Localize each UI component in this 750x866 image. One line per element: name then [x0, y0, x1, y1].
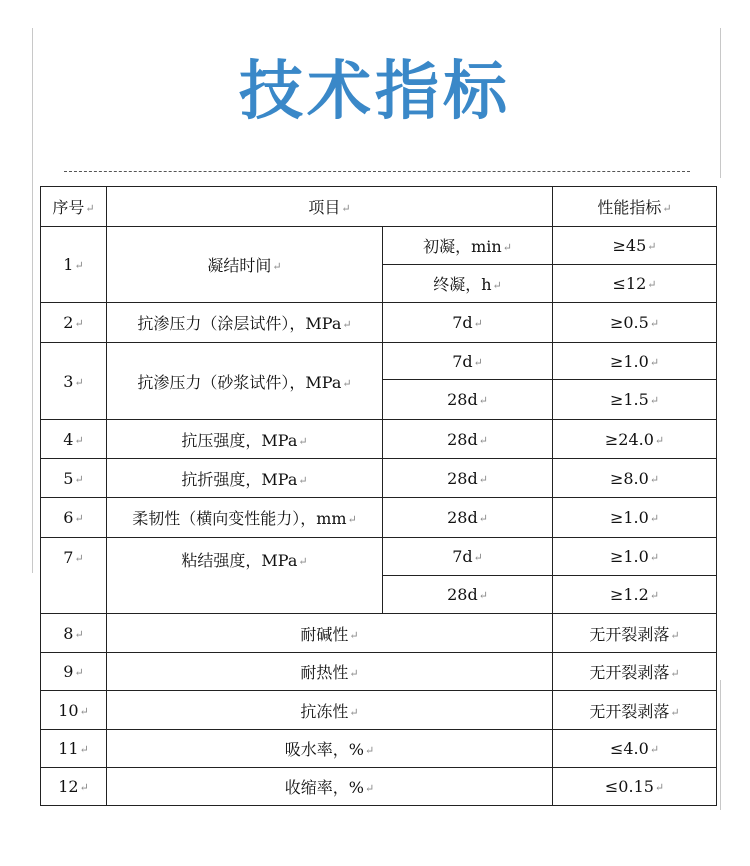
row-item: 柔韧性（横向变性能力），mm↵: [107, 498, 383, 538]
row-value: 无开裂剥落↵: [553, 691, 717, 730]
row-condition: 28d↵: [383, 576, 553, 614]
row-number: 12↵: [41, 768, 107, 806]
row-number: 3↵: [41, 343, 107, 420]
table-row: [41, 768, 717, 806]
row-value: ≥45↵: [553, 227, 717, 265]
row-item: 耐热性↵: [107, 653, 553, 691]
row-condition: 28d↵: [383, 498, 553, 538]
row-number: 6↵: [41, 498, 107, 538]
row-value: ≥1.0↵: [553, 538, 717, 576]
table-row: [41, 691, 717, 730]
row-item: 抗压强度，MPa↵: [107, 420, 383, 459]
row-item: 收缩率，%↵: [107, 768, 553, 806]
row-condition: 初凝，min↵: [383, 227, 553, 265]
row-number: 4↵: [41, 420, 107, 459]
header-cell-item: 项目↵: [107, 187, 553, 227]
row-condition: 终凝，h↵: [383, 265, 553, 303]
row-number: 10↵: [41, 691, 107, 730]
header-cell-value: 性能指标↵: [553, 187, 717, 227]
row-number: 2↵: [41, 303, 107, 343]
row-value: ≥24.0↵: [553, 420, 717, 459]
table-row: [41, 459, 717, 498]
row-number: 1↵: [41, 227, 107, 303]
row-value: ≥1.5↵: [553, 380, 717, 420]
spec-table: [40, 186, 717, 806]
row-condition: 28d↵: [383, 420, 553, 459]
table-header-row: [41, 187, 717, 227]
row-value: 无开裂剥落↵: [553, 653, 717, 691]
row-item: 粘结强度，MPa↵: [107, 538, 383, 614]
row-item: 抗渗压力（涂层试件），MPa↵: [107, 303, 383, 343]
row-item: 吸水率，%↵: [107, 730, 553, 768]
row-value: ≥1.0↵: [553, 343, 717, 380]
table-row: [41, 538, 717, 576]
row-condition: 7d↵: [383, 303, 553, 343]
row-value: ≥1.2↵: [553, 576, 717, 614]
row-condition: 7d↵: [383, 538, 553, 576]
header-cell-no: 序号↵: [41, 187, 107, 227]
table-row: [41, 498, 717, 538]
page-title: 技术指标: [239, 55, 511, 129]
table-row: [41, 614, 717, 653]
row-value: ≤4.0↵: [553, 730, 717, 768]
row-item: 耐碱性↵: [107, 614, 553, 653]
row-number: 5↵: [41, 459, 107, 498]
dashed-divider: [64, 171, 690, 172]
table-row: [41, 227, 717, 265]
page-margin-line: [720, 28, 721, 178]
row-item: 抗折强度，MPa↵: [107, 459, 383, 498]
row-condition: 28d↵: [383, 380, 553, 420]
row-value: 无开裂剥落↵: [553, 614, 717, 653]
table-row: [41, 343, 717, 380]
row-value: ≤0.15↵: [553, 768, 717, 806]
row-item: 抗冻性↵: [107, 691, 553, 730]
row-number: 9↵: [41, 653, 107, 691]
page-margin-line: [32, 28, 33, 573]
table-row: [41, 653, 717, 691]
row-value: ≥1.0↵: [553, 498, 717, 538]
row-condition: 28d↵: [383, 459, 553, 498]
row-item: 抗渗压力（砂浆试件），MPa↵: [107, 343, 383, 420]
row-number: 11↵: [41, 730, 107, 768]
row-item: 凝结时间↵: [107, 227, 383, 303]
page-margin-line: [720, 680, 721, 810]
table-row: [41, 730, 717, 768]
row-number: 7↵: [41, 538, 107, 614]
row-number: 8↵: [41, 614, 107, 653]
row-value: ≤12↵: [553, 265, 717, 303]
table-row: [41, 303, 717, 343]
row-value: ≥8.0↵: [553, 459, 717, 498]
row-condition: 7d↵: [383, 343, 553, 380]
table-row: [41, 420, 717, 459]
row-value: ≥0.5↵: [553, 303, 717, 343]
